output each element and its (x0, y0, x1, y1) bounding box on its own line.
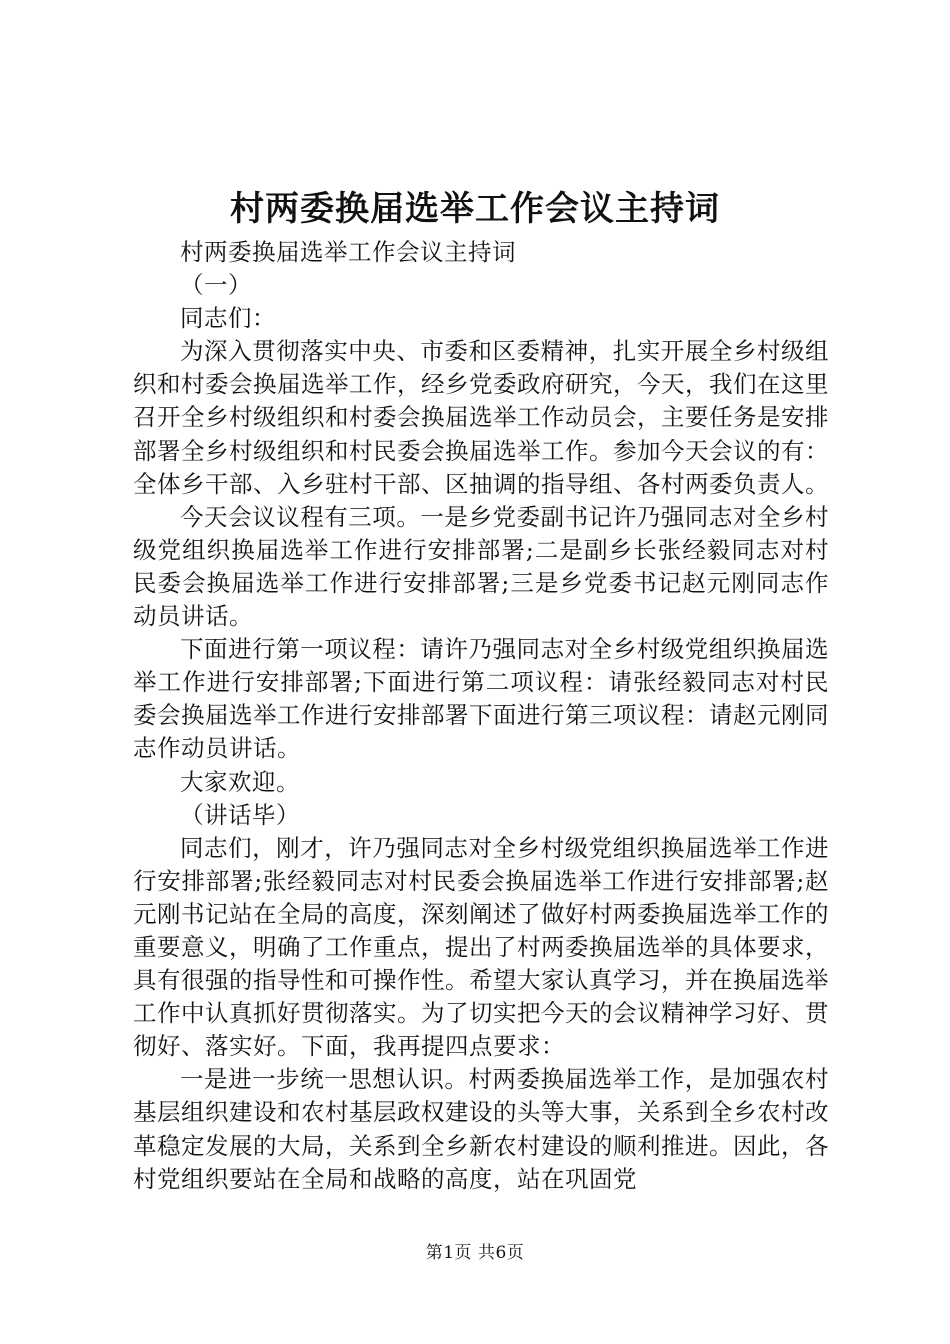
subtitle-paragraph: 村两委换届选举工作会议主持词 (180, 238, 516, 266)
body-paragraph: 同志们，刚才，许乃强同志对全乡村级党组织换届选举工作进行安排部署;张经毅同志对村民委会换届选举工作进行安排部署;赵元刚书记站在全局的高度，深刻阐述了做好村两委换届选举工作的重要意义，明确了工作重点，提出了村两委换届选举的具体要求，具有很强的指导性和可操作性。希望大家认真学习，并在换届选举工作中认真抓好贯彻落实。为了切实把今天的会议精神学习好、贯彻好、落实好。下面，我再提四点要求： (133, 833, 829, 1061)
body-paragraph: 下面进行第一项议程：请许乃强同志对全乡村级党组织换届选举工作进行安排部署;下面进行第二项议程：请张经毅同志对村民委会换届选举工作进行安排部署下面进行第三项议程：请赵元刚同志作动员讲话。 (133, 635, 829, 763)
body-paragraph: 为深入贯彻落实中央、市委和区委精神，扎实开展全乡村级组织和村委会换届选举工作，经乡党委政府研究，今天，我们在这里召开全乡村级组织和村委会换届选举工作动员会，主要任务是安排部署全乡村级组织和村民委会换届选举工作。参加今天会议的有：全体乡干部、入乡驻村干部、区抽调的指导组、各村两委负责人。 (133, 337, 829, 498)
document-body (133, 236, 829, 1196)
section-marker: （一） (180, 271, 252, 300)
salutation: 同志们： (180, 304, 276, 333)
body-paragraph: 大家欢迎。 (180, 767, 300, 796)
document-title: 村两委换届选举工作会议主持词 (230, 189, 720, 229)
page-number-footer: 第1页 共6页 (425, 1243, 525, 1263)
body-paragraph: 今天会议议程有三项。一是乡党委副书记许乃强同志对全乡村级党组织换届选举工作进行安排部署;二是副乡长张经毅同志对村民委会换届选举工作进行安排部署;三是乡党委书记赵元刚同志作动员讲话。 (133, 502, 829, 631)
body-paragraph: （讲话毕） (180, 800, 300, 829)
body-paragraph: 一是进一步统一思想认识。村两委换届选举工作，是加强农村基层组织建设和农村基层政权建设的头等大事，关系到全乡农村改革稳定发展的大局，关系到全乡新农村建设的顺利推进。因此，各村党组织要站在全局和战略的高度，站在巩固党 (133, 1065, 829, 1193)
